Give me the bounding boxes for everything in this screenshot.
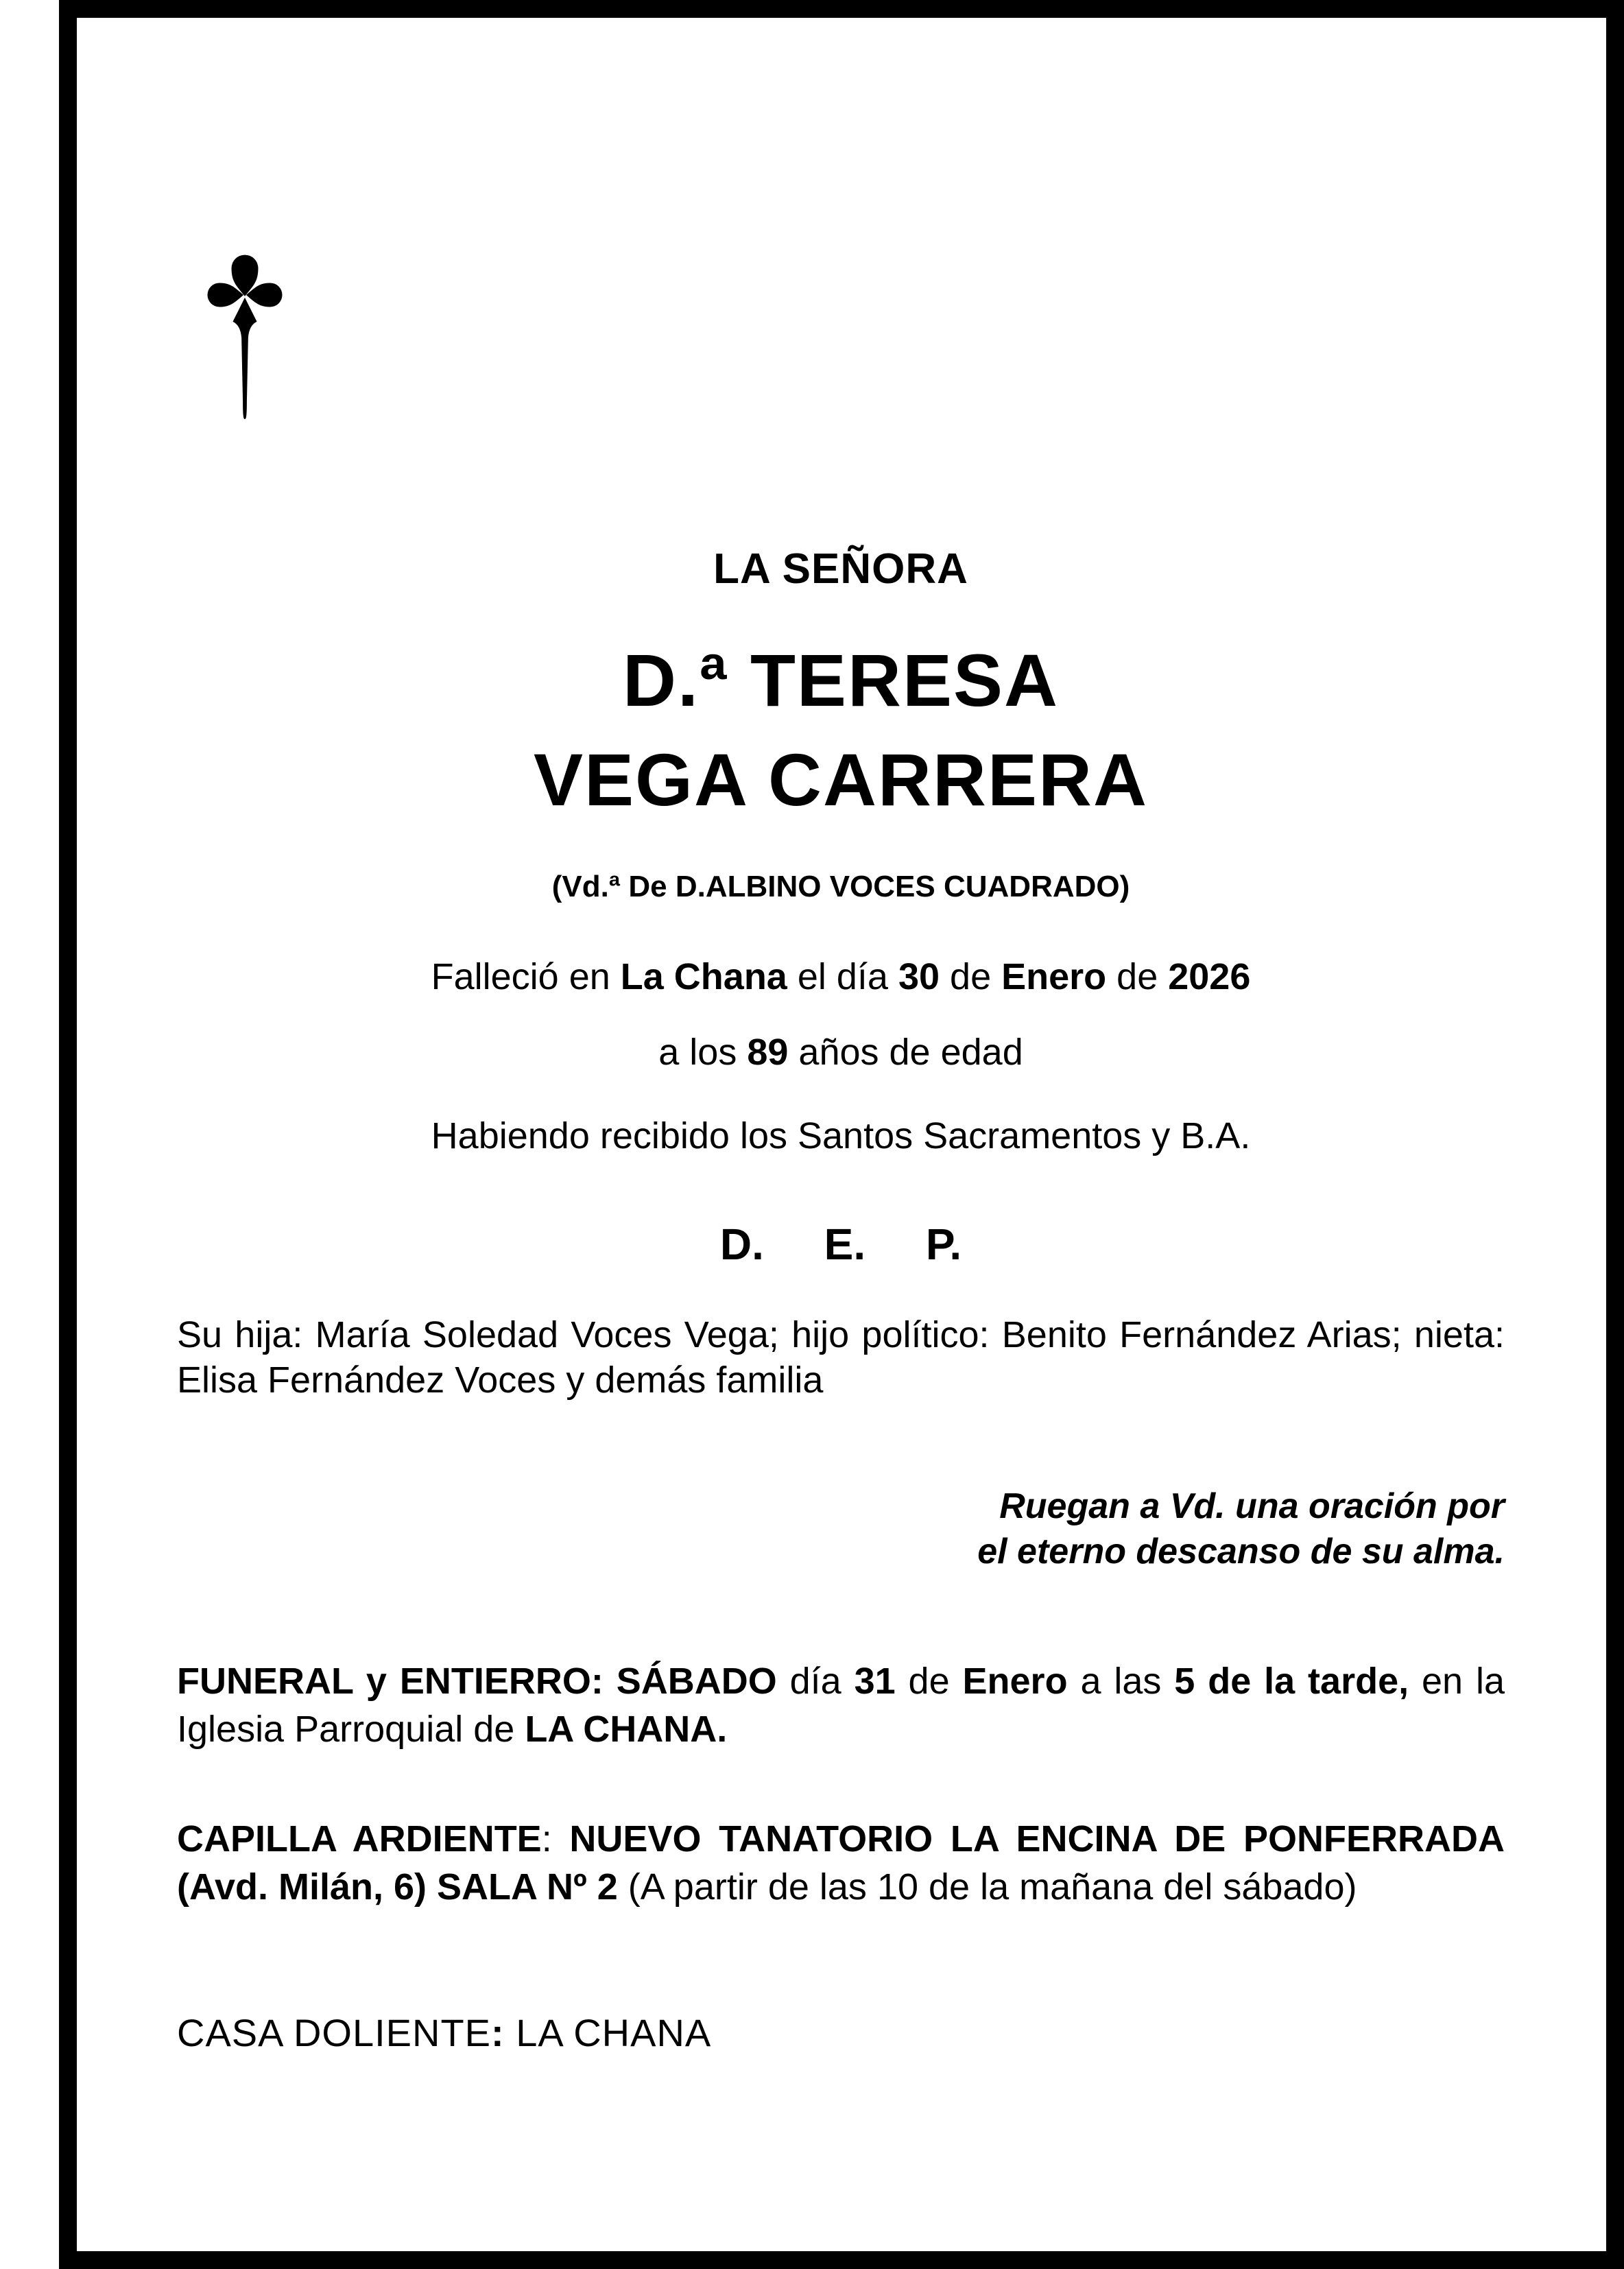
text-segment: de (1106, 956, 1169, 997)
text-segment: años de edad (788, 1032, 1023, 1073)
text-segment: 30 (898, 956, 940, 997)
text-segment: : (491, 2011, 505, 2054)
text-segment: 31 (854, 1661, 896, 1702)
text-segment: LA CHANA. (525, 1709, 728, 1750)
family-paragraph: Su hija: María Soledad Voces Vega; hijo político: Benito Fernández Arias; nieta: Elisa Fernández Voces y demás familia (177, 1314, 1505, 1401)
widow-note: (Vd.ª De D.ALBINO VOCES CUADRADO) (551, 870, 1130, 903)
obituary-content (177, 18, 1505, 2251)
text-segment: de (940, 956, 1002, 997)
text-segment: NUEVO TANATORIO LA ENCINA DE PONFERRADA (Avd. Milán, 6) SALA Nº 2 (177, 1818, 1505, 1908)
dep-abbreviation: D. E. P. (719, 1220, 962, 1269)
text-segment: 2026 (1168, 956, 1251, 997)
text-segment: en la Iglesia Parroquial de (177, 1661, 1505, 1750)
text-segment: 5 de la tarde, (1174, 1661, 1409, 1702)
text-segment: 89 (747, 1032, 789, 1073)
deceased-name (177, 630, 1505, 829)
black-border-frame (59, 0, 1624, 2269)
age-line (177, 1031, 1505, 1073)
text-segment: : (541, 1818, 570, 1860)
text-segment: La Chana (620, 956, 787, 997)
text-segment: el día (787, 956, 898, 997)
deceased-name-line2: VEGA CARRERA (533, 738, 1149, 821)
text-segment: Enero (1001, 956, 1107, 997)
text-segment: día (776, 1661, 855, 1702)
text-segment: (A partir de las 10 de la mañana del sábado) (617, 1866, 1357, 1908)
text-segment: de (895, 1661, 963, 1702)
prayer-line1: Ruegan a Vd. una oración por (999, 1486, 1505, 1526)
text-segment: FUNERAL y ENTIERRO: SÁBADO (177, 1661, 777, 1702)
prayer-line2: el eterno descanso de su alma. (977, 1532, 1505, 1571)
text-segment: CAPILLA ARDIENTE (177, 1818, 542, 1860)
prayer-paragraph (177, 1484, 1505, 1574)
text-segment: CASA DOLIENTE (177, 2011, 492, 2054)
mourning-house-line (177, 2012, 1505, 2054)
cross-icon (204, 244, 286, 444)
text-segment: Falleció en (431, 956, 621, 997)
text-segment: Enero (962, 1661, 1068, 1702)
deceased-name-line1: D.ª TERESA (622, 639, 1060, 722)
text-segment: a los (658, 1032, 748, 1073)
title-prefix: LA SEÑORA (713, 545, 968, 593)
text-segment: a las (1067, 1661, 1175, 1702)
text-segment: LA CHANA (504, 2011, 712, 2054)
chapel-paragraph (177, 1815, 1505, 1911)
death-line (177, 955, 1505, 998)
funeral-paragraph (177, 1657, 1505, 1753)
sacraments-line: Habiendo recibido los Santos Sacramentos y B.A. (431, 1115, 1251, 1156)
